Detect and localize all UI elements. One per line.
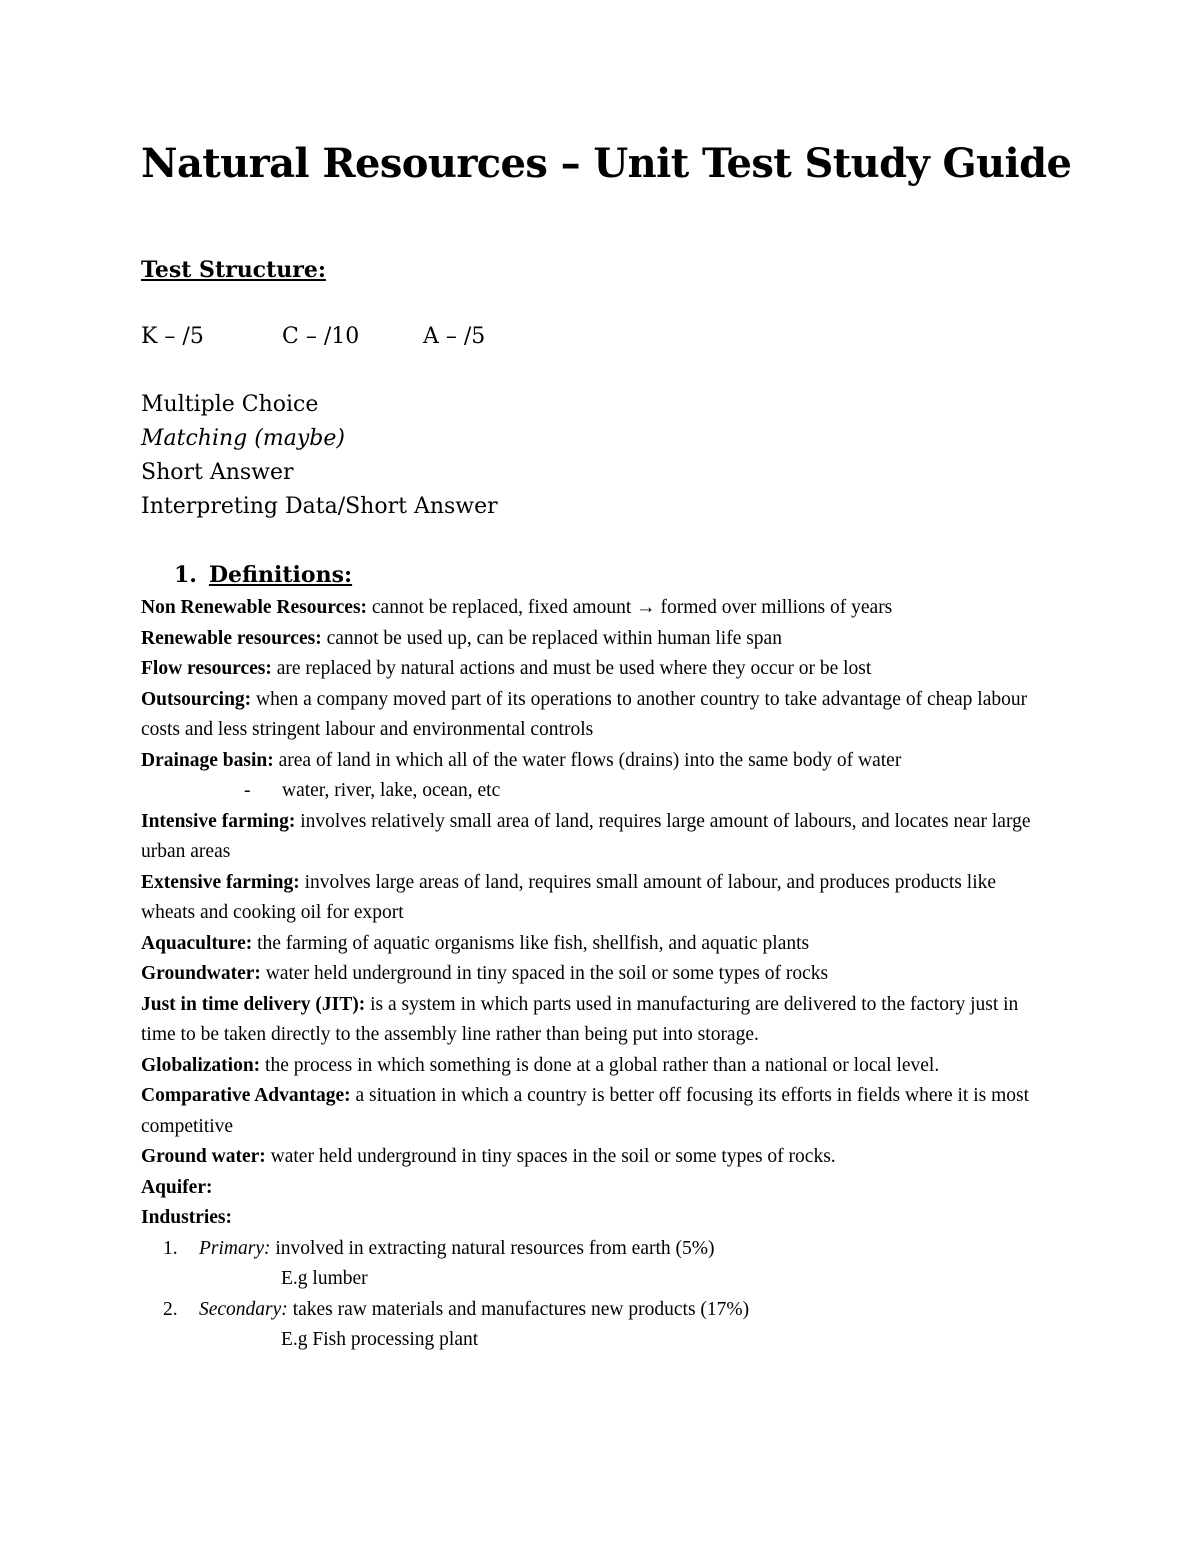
definition-text: involves relatively small area of land, requires large amount of labours, and locates near large urban areas: [141, 810, 1031, 862]
drainage-sub-item: [141, 776, 1051, 807]
mark-k: K – /5: [141, 324, 204, 349]
definition-text: cannot be replaced, fixed amount → formed over millions of years: [367, 597, 893, 618]
definition-term: Aquaculture:: [141, 932, 253, 954]
question-type-item: Matching (maybe): [141, 426, 345, 451]
question-type-item: Short Answer: [141, 460, 294, 485]
definition-text: the process in which something is done at a global rather than a national or local level.: [260, 1054, 940, 1076]
question-types-list: [141, 388, 498, 524]
industry-example: E.g Fish processing plant: [281, 1329, 479, 1350]
definition-text: a situation in which a country is better off focusing its efforts in fields where it is most competitive: [141, 1085, 1030, 1137]
definition-item: [141, 1203, 1051, 1234]
mark-c: C – /10: [282, 324, 360, 349]
definition-text: when a company moved part of its operations to another country to take advantage of cheap labour costs and less stringent labour and environmental controls: [141, 688, 1028, 740]
definition-term: Aquifer:: [141, 1176, 213, 1198]
industry-name: Primary:: [199, 1237, 271, 1259]
section-label: Definitions:: [208, 562, 353, 588]
definition-item: [141, 959, 1051, 990]
industry-name: Secondary:: [199, 1298, 288, 1320]
definition-item: [141, 990, 1051, 1051]
definition-text: water held underground in tiny spaced in the soil or some types of rocks: [260, 963, 829, 984]
definition-item: [141, 746, 1051, 777]
definition-text: water held underground in tiny spaces in the soil or some types of rocks.: [265, 1146, 836, 1167]
sub-item-text: water, river, lake, ocean, etc: [282, 780, 501, 801]
dash-bullet: -: [244, 780, 251, 801]
industry-number: 2.: [163, 1298, 178, 1320]
definition-term: Drainage basin:: [141, 749, 274, 771]
definition-term: Outsourcing:: [141, 688, 252, 710]
definition-item: [141, 624, 1051, 655]
section-number: 1.: [174, 562, 197, 588]
definition-item: [141, 654, 1051, 685]
definition-item: [141, 868, 1051, 929]
definition-item: [141, 1051, 1051, 1082]
industry-item: [141, 1295, 1051, 1326]
page-title: Natural Resources – Unit Test Study Guide: [141, 140, 1072, 187]
definition-text: involves large areas of land, requires small amount of labour, and produces products like wheats and cooking oil for export: [141, 871, 997, 923]
question-type-item: Multiple Choice: [141, 392, 319, 417]
industry-item: [141, 1234, 1051, 1265]
definition-term: Non Renewable Resources:: [141, 597, 368, 618]
definition-term: Ground water:: [141, 1146, 266, 1167]
definition-text: the farming of aquatic organisms like fish, shellfish, and aquatic plants: [252, 932, 810, 954]
definition-term: Extensive farming:: [141, 871, 300, 893]
definition-term: Flow resources:: [141, 658, 272, 679]
industry-text: takes raw materials and manufactures new products (17%): [287, 1298, 750, 1320]
industry-example: E.g lumber: [281, 1268, 368, 1289]
definition-term: Comparative Advantage:: [141, 1085, 351, 1106]
definition-item: [141, 807, 1051, 868]
definition-item: [141, 593, 1051, 624]
definition-item: [141, 685, 1051, 746]
definition-text: is a system in which parts used in manufacturing are delivered to the factory just in time to be taken directly to the assembly line rather than being put into storage.: [141, 993, 1019, 1045]
definition-term: Renewable resources:: [141, 627, 322, 649]
definition-term: Groundwater:: [141, 963, 261, 984]
test-structure-heading: Test Structure:: [141, 257, 326, 283]
definition-item: [141, 1081, 1051, 1142]
industry-number: 1.: [163, 1237, 178, 1259]
definition-term: Just in time delivery (JIT):: [141, 993, 366, 1015]
definition-term: Intensive farming:: [141, 810, 296, 832]
definition-item: [141, 1173, 1051, 1204]
industry-text: involved in extracting natural resources from earth (5%): [270, 1237, 715, 1259]
definition-item: [141, 929, 1051, 960]
question-type-item: Interpreting Data/Short Answer: [141, 494, 498, 519]
definition-text: are replaced by natural actions and must be used where they occur or be lost: [271, 658, 872, 679]
definition-text: area of land in which all of the water flows (drains) into the same body of water: [273, 749, 902, 771]
definition-text: cannot be used up, can be replaced within human life span: [321, 627, 782, 649]
definition-term: Industries:: [141, 1207, 233, 1228]
section-heading: [174, 558, 352, 592]
mark-a: A – /5: [423, 324, 486, 349]
definitions-list: [141, 593, 1051, 1356]
definition-item: [141, 1142, 1051, 1173]
definition-term: Globalization:: [141, 1054, 261, 1076]
